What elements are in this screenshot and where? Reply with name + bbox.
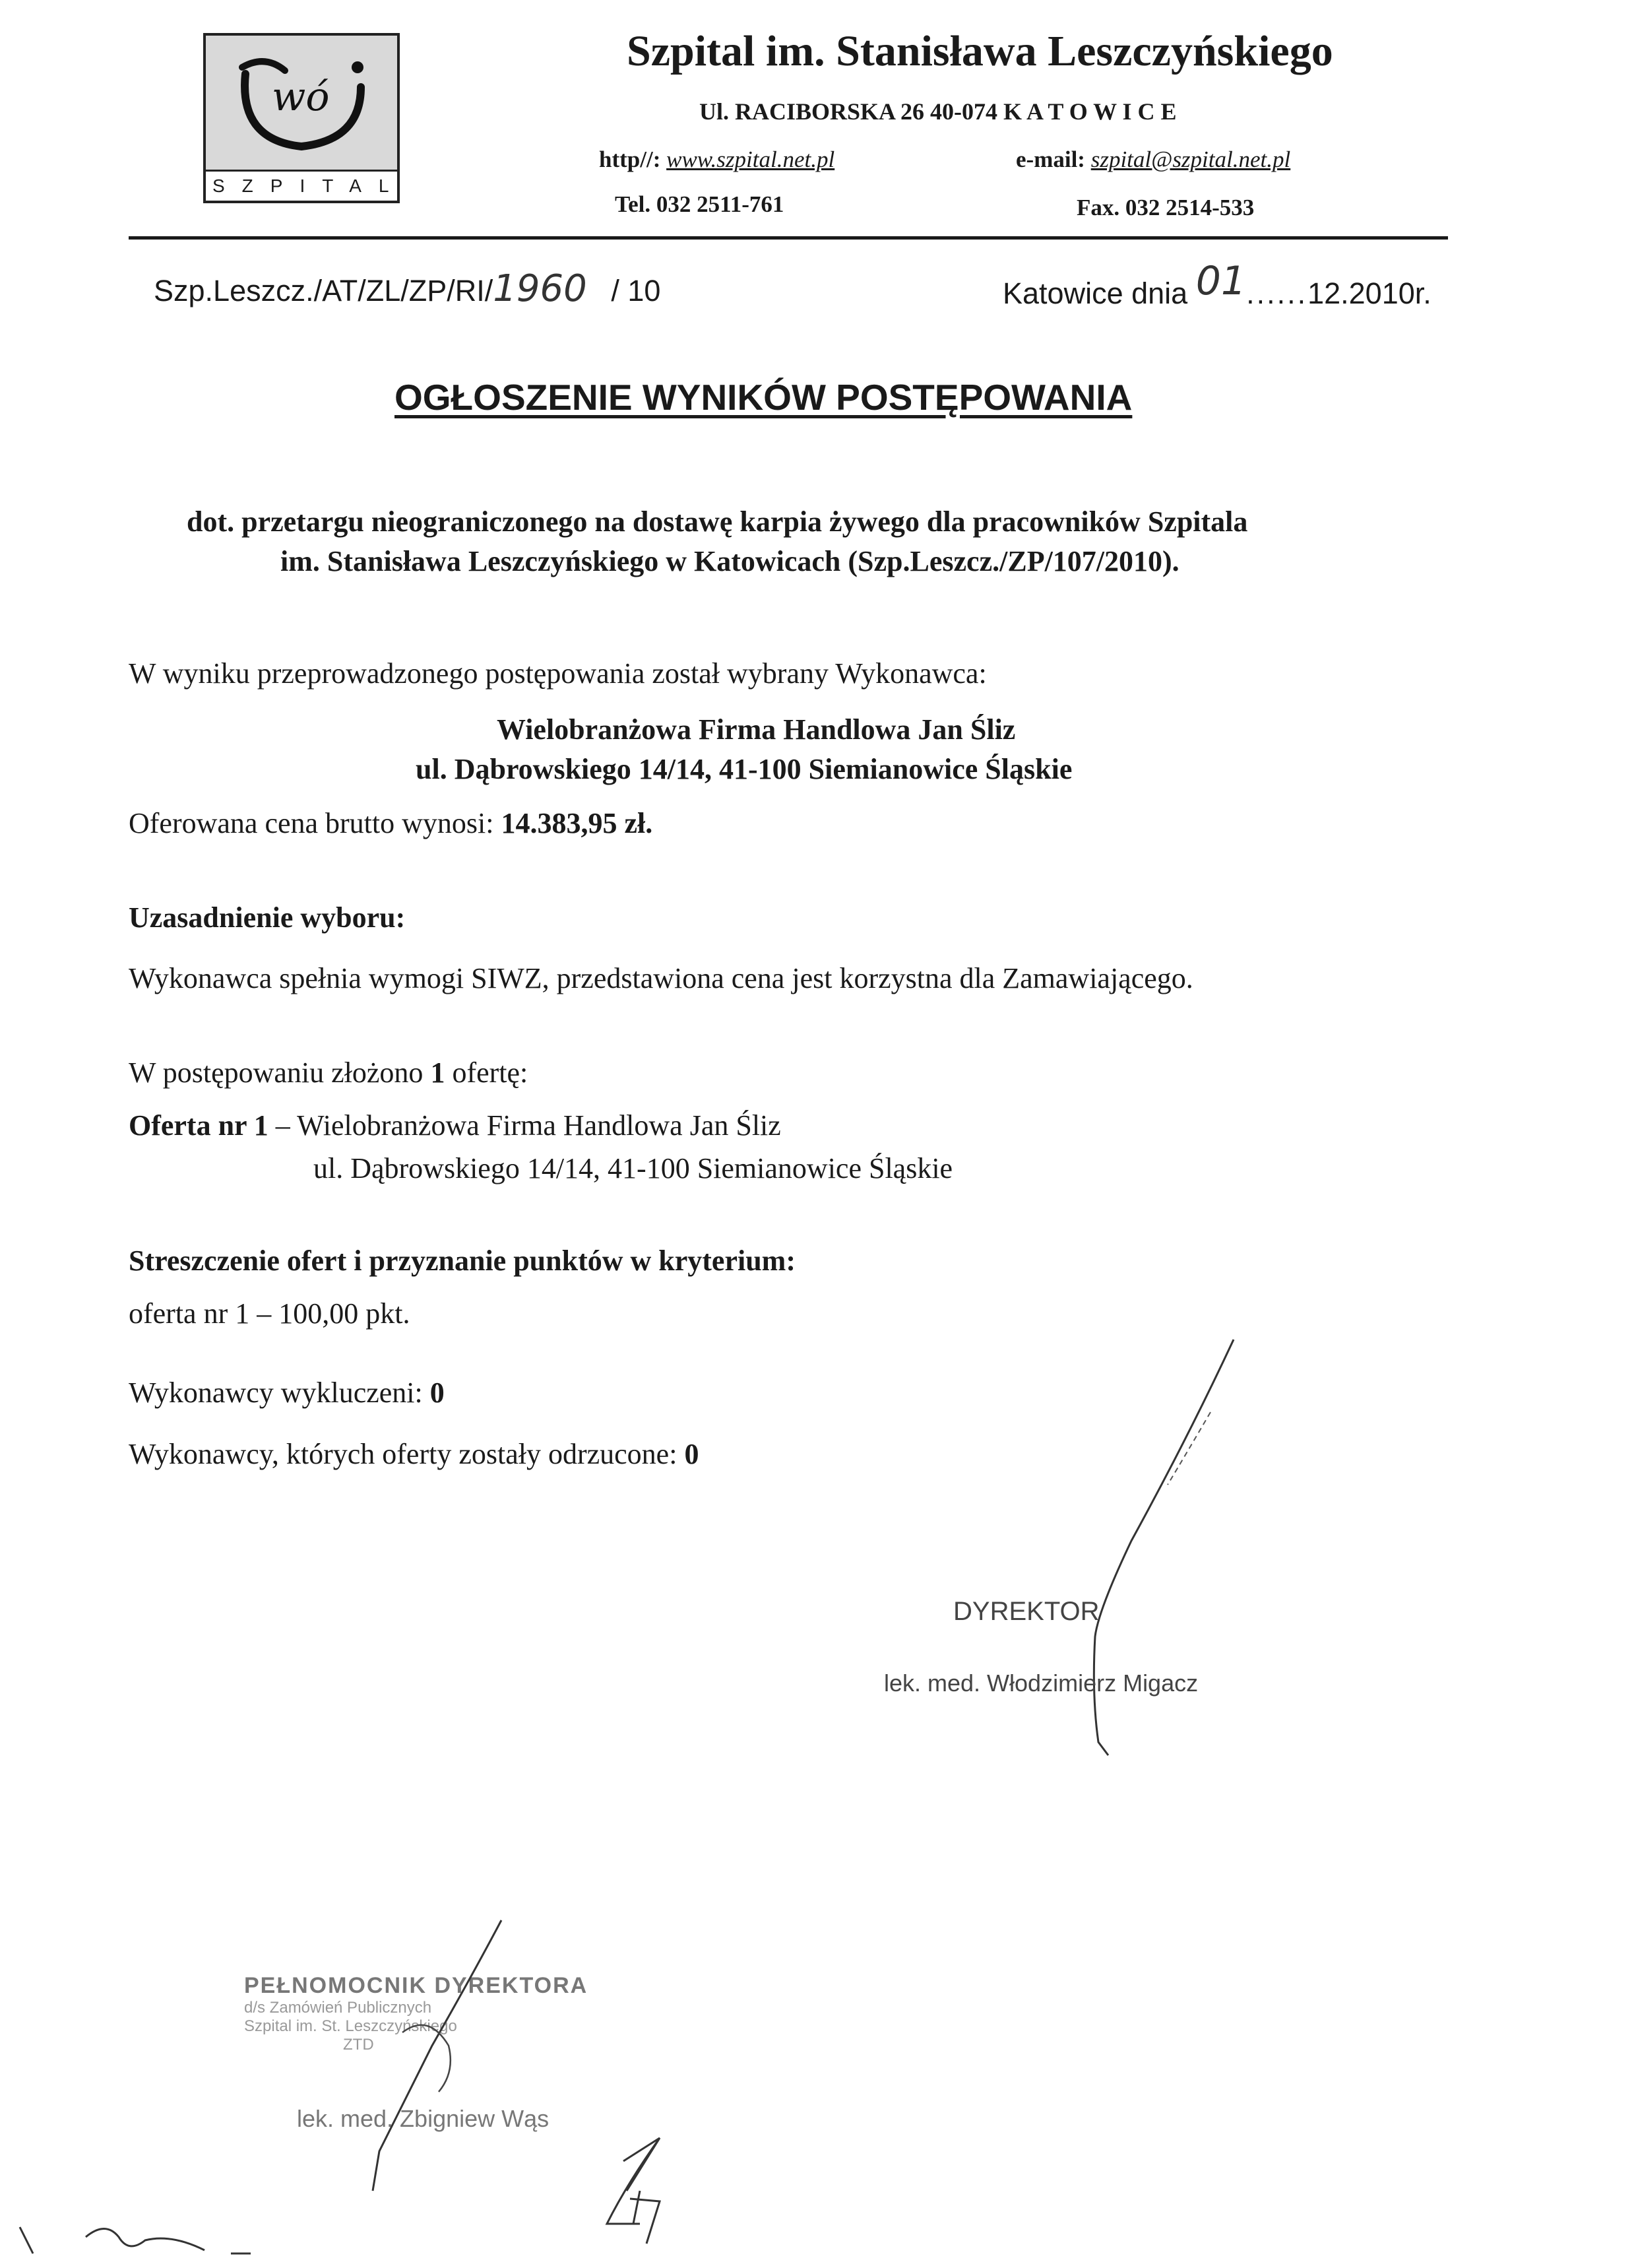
justification-text: Wykonawca spełnia wymogi SIWZ, przedstawiona cena jest korzystna dla Zamawiającego. [129, 962, 1193, 994]
offer-1-label: Oferta nr 1 [129, 1109, 268, 1142]
director-name: lek. med. Włodzimierz Migacz [884, 1669, 1199, 1697]
reference-suffix: / 10 [611, 274, 661, 308]
excluded-line [129, 1376, 445, 1409]
document-title: OGŁOSZENIE WYNIKÓW POSTĘPOWANIA [394, 377, 1133, 418]
reference-number [154, 267, 660, 310]
price-label: Oferowana cena brutto wynosi: [129, 807, 494, 839]
telephone: Tel. 032 2511-761 [615, 191, 784, 217]
summary-heading: Streszczenie ofert i przyznanie punktów w kryterium: [129, 1245, 796, 1277]
smiley-logo-icon [219, 41, 384, 166]
fax: Fax. 032 2514-533 [1077, 195, 1255, 220]
date-label: Katowice dnia [1003, 276, 1188, 310]
winner-name: Wielobranżowa Firma Handlowa Jan Śliz [497, 713, 1016, 746]
winner-address: ul. Dąbrowskiego 14/14, 41-100 Siemianowice Śląskie [416, 753, 1073, 785]
email-line [1016, 146, 1290, 173]
letterhead-divider [129, 236, 1448, 240]
handwritten-day: 01 [1195, 258, 1247, 304]
stamp-line-2: d/s Zamówień Publicznych [244, 1999, 432, 2017]
offer-1 [129, 1109, 781, 1142]
rejected-line [129, 1437, 699, 1471]
logo-wordmark: SZPITAL [206, 170, 397, 201]
svg-text:wó: wó [272, 74, 330, 120]
excluded-value: 0 [429, 1377, 445, 1409]
offers-count [129, 1056, 528, 1089]
date-rest: 12.2010r. [1307, 276, 1432, 310]
proxy-signature-icon [330, 1914, 792, 2268]
website-label: http//: [599, 146, 661, 172]
reference-prefix: Szp.Leszcz./AT/ZL/ZP/RI/ [154, 274, 493, 308]
price-line [129, 806, 652, 840]
handwritten-reference-number: 1960 [493, 267, 587, 310]
dotted-fill: ...... [1246, 276, 1308, 310]
hospital-logo [203, 33, 406, 203]
website-link[interactable]: www.szpital.net.pl [666, 146, 835, 172]
email-link[interactable]: szpital@szpital.net.pl [1090, 146, 1291, 172]
excluded-label: Wykonawcy wykluczeni: [129, 1377, 423, 1409]
rejected-label: Wykonawcy, których oferty zostały odrzucone: [129, 1438, 677, 1470]
email-label: e-mail: [1016, 146, 1085, 172]
result-intro: W wyniku przeprowadzonego postępowania został wybrany Wykonawca: [129, 657, 987, 690]
rejected-value: 0 [684, 1438, 699, 1470]
director-signature-icon [990, 1326, 1253, 1775]
offer-1-company: – Wielobranżowa Firma Handlowa Jan Śliz [268, 1109, 781, 1142]
stamp-line-1: PEŁNOMOCNIK DYREKTORA [244, 1973, 588, 1998]
offers-count-value: 1 [430, 1056, 445, 1089]
website-line [599, 146, 834, 173]
margin-scribble-icon [13, 2214, 277, 2268]
offer-1-address: ul. Dąbrowskiego 14/14, 41-100 Siemianowice Śląskie [313, 1152, 953, 1184]
subject-line-2: im. Stanisława Leszczyńskiego w Katowicach (Szp.Leszcz./ZP/107/2010). [280, 545, 1180, 577]
offers-count-label: W postępowaniu złożono [129, 1056, 424, 1089]
stamp-name: lek. med. Zbigniew Wąs [297, 2105, 550, 2132]
offers-count-suffix: ofertę: [452, 1056, 528, 1089]
stamp-line-4: ZTD [343, 2036, 374, 2054]
price-value: 14.383,95 zł. [501, 807, 653, 839]
hospital-name: Szpital im. Stanisława Leszczyńskiego [627, 27, 1333, 75]
subject-line-1: dot. przetargu nieograniczonego na dostawę karpia żywego dla pracowników Szpitala [187, 505, 1248, 538]
director-title: DYREKTOR [953, 1597, 1100, 1626]
summary-points: oferta nr 1 – 100,00 pkt. [129, 1297, 410, 1330]
hospital-address: Ul. RACIBORSKA 26 40-074 K A T O W I C E [699, 98, 1177, 125]
stamp-line-3: Szpital im. St. Leszczyńskiego [244, 2017, 457, 2035]
document-date [1003, 258, 1432, 313]
justification-heading: Uzasadnienie wyboru: [129, 901, 406, 934]
